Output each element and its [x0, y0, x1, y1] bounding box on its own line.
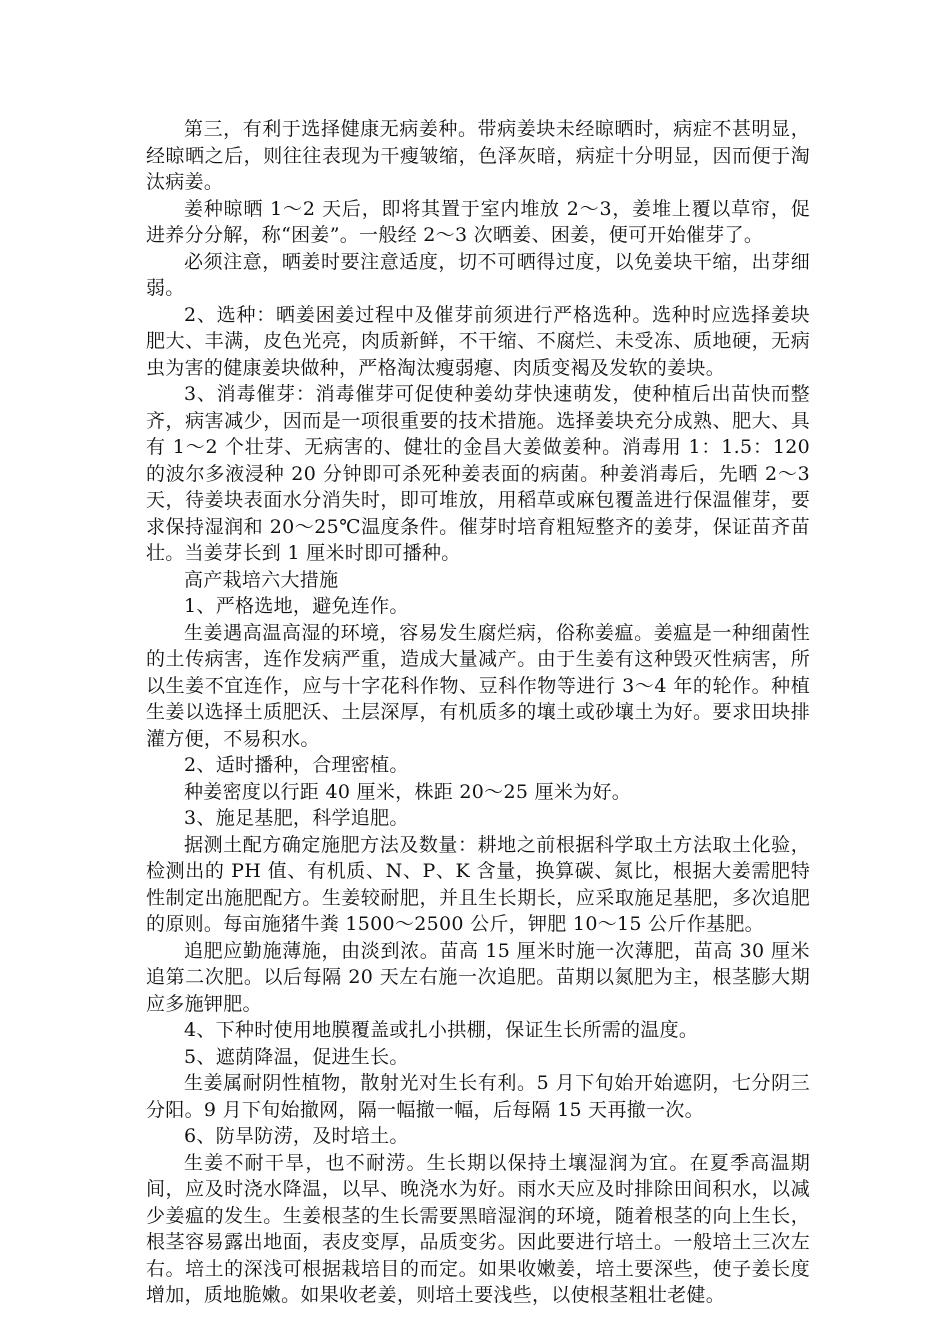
measure-4-heading: 4、下种时使用地膜覆盖或扎小拱棚，保证生长所需的温度。	[184, 1019, 699, 1041]
paragraph-third-benefit: 第三，有利于选择健康无病姜种。带病姜块未经晾晒时，病症不甚明显，经晾晒之后，则往往表现为干瘦皱缩，色泽灰暗，病症十分明显，因而便于淘汰病姜。	[146, 118, 810, 193]
measure-6-heading: 6、防旱防涝，及时培土。	[184, 1125, 409, 1147]
section-heading-six-measures: 高产栽培六大措施	[184, 568, 339, 591]
paragraph-sun-drying: 姜种晾晒 1～2 天后，即将其置于室内堆放 2～3，姜堆上覆以草帘，促进养分分解，称“困姜”。一般经 2～3 次晒姜、困姜，便可开始催芽了。	[146, 197, 810, 246]
paragraph-planting-density: 种姜密度以行距 40 厘米，株距 20～25 厘米为好。	[184, 780, 632, 803]
paragraph-shading: 生姜属耐阴性植物，散射光对生长有利。5 月下旬始开始遮阴，七分阴三分阳。9 月下旬始撤网，隔一幅撤一幅，后每隔 15 天再撤一次。	[146, 1072, 810, 1121]
measure-3-heading: 3、施足基肥，科学追肥。	[184, 807, 409, 829]
measure-2-heading: 2、适时播种，合理密植。	[184, 754, 409, 776]
measure-1-heading: 1、严格选地，避免连作。	[184, 595, 409, 617]
paragraph-water-and-earthing: 生姜不耐干旱，也不耐涝。生长期以保持土壤湿润为宜。在夏季高温期间，应及时浇水降温，以早、晚浇水为好。雨水天应及时排除田间积水，以减少姜瘟的发生。生姜根茎的生长需要黑暗湿润的环境，随着根茎的向上生长，根茎容易露出地面，表皮变厚，品质变劣。因此要进行培土。一般培土三次左右。培土的深浅可根据栽培目的而定。如果收嫩姜，培土要深些，使子姜长度增加，质地脆嫩。如果收老姜，则培土要浅些，以使根茎粗壮老健。	[146, 1151, 810, 1306]
paragraph-site-selection: 生姜遇高温高湿的环境，容易发生腐烂病，俗称姜瘟。姜瘟是一种细菌性的土传病害，连作发病严重，造成大量减产。由于生姜有这种毁灭性病害，所以生姜不宜连作，应与十字花科作物、豆科作物等进行 3～4 年的轮作。种植生姜以选择土质肥沃、土层深厚，有机质多的壤土或砂壤土为好。要求田块排灌方便，不易积水。	[146, 621, 810, 750]
document-page	[146, 116, 810, 1309]
paragraph-base-fertilizer: 据测土配方确定施肥方法及数量：耕地之前根据科学取土方法取土化验，检测出的 PH 值、有机质、N、P、K 含量，换算碳、氮比，根据大姜需肥特性制定出施肥配方。生姜较耐肥，并且生长期长，应采取施足基肥，多次追肥的原则。每亩施猪牛粪 1500～2500 公斤，钾肥 10～15 公斤作基肥。	[146, 833, 810, 935]
paragraph-seed-selection: 2、选种：晒姜困姜过程中及催芽前须进行严格选种。选种时应选择姜块肥大、丰满，皮色光亮，肉质新鲜，不干缩、不腐烂、未受冻、质地硬，无病虫为害的健康姜块做种，严格淘汰瘦弱瘪、肉质变褐及发软的姜块。	[146, 303, 810, 379]
paragraph-caution: 必须注意，晒姜时要注意适度，切不可晒得过度，以免姜块干缩，出芽细弱。	[146, 250, 810, 299]
measure-5-heading: 5、遮荫降温，促进生长。	[184, 1045, 409, 1068]
paragraph-disinfection-sprouting: 3、消毒催芽：消毒催芽可促使种姜幼芽快速萌发，使种植后出苗快而整齐，病害减少，因而是一项很重要的技术措施。选择姜块充分成熟、肥大、具有 1～2 个壮芽、无病害的、健壮的金昌大姜做姜种。消毒用 1：1.5：120 的波尔多液浸种 20 分钟即可杀死种姜表面的病菌。种姜消毒后，先晒 2～3 天，待姜块表面水分消失时，即可堆放，用稻草或麻包覆盖进行保温催芽，要求保持湿润和 20～25℃温度条件。催芽时培育粗短整齐的姜芽，保证苗齐苗壮。当姜芽长到 1 厘米时即可播种。	[146, 383, 810, 564]
paragraph-top-dressing: 追肥应勤施薄施，由淡到浓。苗高 15 厘米时施一次薄肥，苗高 30 厘米追第二次肥。以后每隔 20 天左右施一次追肥。苗期以氮肥为主，根茎膨大期应多施钾肥。	[146, 939, 810, 1015]
